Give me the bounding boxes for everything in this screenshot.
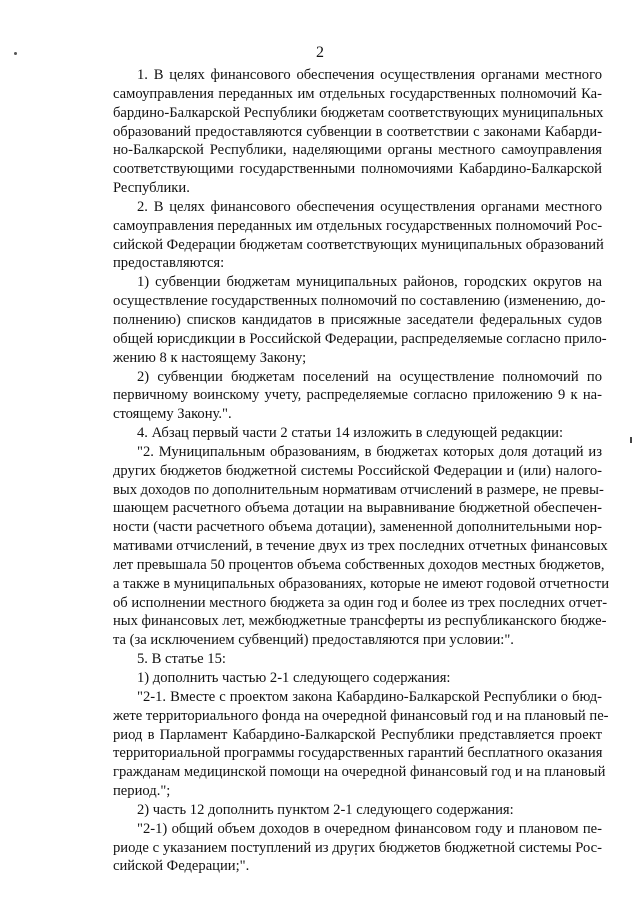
text-line: 1. В целях финансового обеспечения осуществления органами местного <box>137 67 602 83</box>
text-line: "2. Муниципальным образованиям, в бюджетах которых доля дотаций из <box>137 443 602 460</box>
text-line: других бюджетов бюджетной системы Российской Федерации и (или) налого- <box>113 462 602 479</box>
text-line: 5. В статье 15: <box>137 651 226 668</box>
text-line: риод в Парламент Кабардино-Балкарской Республики представляется проект <box>113 726 602 743</box>
text-line: 2) часть 12 дополнить пунктом 2-1 следующего содержания: <box>137 801 514 818</box>
text-line: предоставляются: <box>113 255 225 272</box>
text-line: лет превышала 50 процентов объема собственных доходов местных бюджетов, <box>113 556 605 573</box>
text-line: шающем расчетного объема дотации на выравнивание бюджетной обеспечен- <box>113 500 602 517</box>
page-number: 2 <box>316 44 324 61</box>
text-line: но-Балкарской Республики, наделяющими органы местного самоуправления <box>113 142 602 159</box>
text-line: осуществление государственных полномочий по составлению (изменению, до- <box>113 293 606 310</box>
text-line: жете территориального фонда на очередной финансовый год и на плановый пе- <box>113 707 609 724</box>
text-line: самоуправления переданных им отдельных государственных полномочий Ка- <box>113 85 602 102</box>
text-line: Республики. <box>113 180 190 197</box>
text-line: бардино-Балкарской Республики бюджетам соответствующих муниципальных <box>113 104 604 121</box>
text-line: 1) субвенции бюджетам муниципальных районов, городских округов на <box>137 274 602 291</box>
text-line: та (за исключением субвенций) предоставляются при условии:". <box>113 632 514 649</box>
text-line: риоде с указанием поступлений из других бюджетов бюджетной системы Рос- <box>113 839 602 856</box>
text-line: стоящему Закону.". <box>113 406 232 423</box>
text-line: вых доходов по дополнительным нормативам отчислений в размере, не превы- <box>113 481 604 498</box>
text-line: соответствующими государственными полномочиями Кабардино-Балкарской <box>113 161 602 178</box>
text-line: самоуправления переданных им отдельных государственных полномочий Рос- <box>113 217 603 234</box>
text-line: период."; <box>113 783 171 800</box>
scan-speck <box>630 437 632 443</box>
text-line: общей юрисдикции в Российской Федерации, распределяемые согласно прило- <box>113 330 607 347</box>
text-line: 1) дополнить частью 2-1 следующего содержания: <box>137 670 451 686</box>
text-line: полнению) списков кандидатов в присяжные заседатели федеральных судов <box>113 311 602 328</box>
text-line: мативами отчислений, в течение двух из трех последних отчетных финансовых <box>113 538 608 555</box>
text-line: 2) субвенции бюджетам поселений на осуществление полномочий по <box>137 368 602 385</box>
text-line: ных финансовых лет, межбюджетные трансферты из республиканского бюдже- <box>113 613 607 630</box>
text-line: "2-1. Вместе с проектом закона Кабардино-Балкарской Республики о бюд- <box>137 688 602 705</box>
text-line: ности (части расчетного объема дотации), замененной дополнительными нор- <box>113 519 602 536</box>
text-line: 2. В целях финансового обеспечения осуществления органами местного <box>137 198 602 215</box>
text-line: 4. Абзац первый части 2 статьи 14 изложить в следующей редакции: <box>137 425 564 442</box>
text-line: а также в муниципальных образованиях, которые не имеют годовой отчетности <box>113 575 610 592</box>
text-line: сийской Федерации бюджетам соответствующих муниципальных образований <box>113 236 604 253</box>
text-line: об исполнении местного бюджета за один год и более из трех последних отчет- <box>113 594 608 611</box>
text-line: гражданам медицинской помощи на очередной финансовый год и на плановый <box>113 764 606 781</box>
text-line: образований предоставляются субвенции в соответствии с законами Кабарди- <box>113 123 602 140</box>
text-line: "2-1) общий объем доходов в очередном финансовом году и плановом пе- <box>137 820 602 837</box>
text-line: территориальной программы государственных гарантий бесплатного оказания <box>113 745 603 762</box>
text-line: первичному воинскому учету, распределяемые согласно приложению 9 к на- <box>113 387 602 404</box>
text-line: сийской Федерации;". <box>113 858 250 875</box>
document-body <box>113 66 610 876</box>
text-line: жению 8 к настоящему Закону; <box>113 349 307 366</box>
